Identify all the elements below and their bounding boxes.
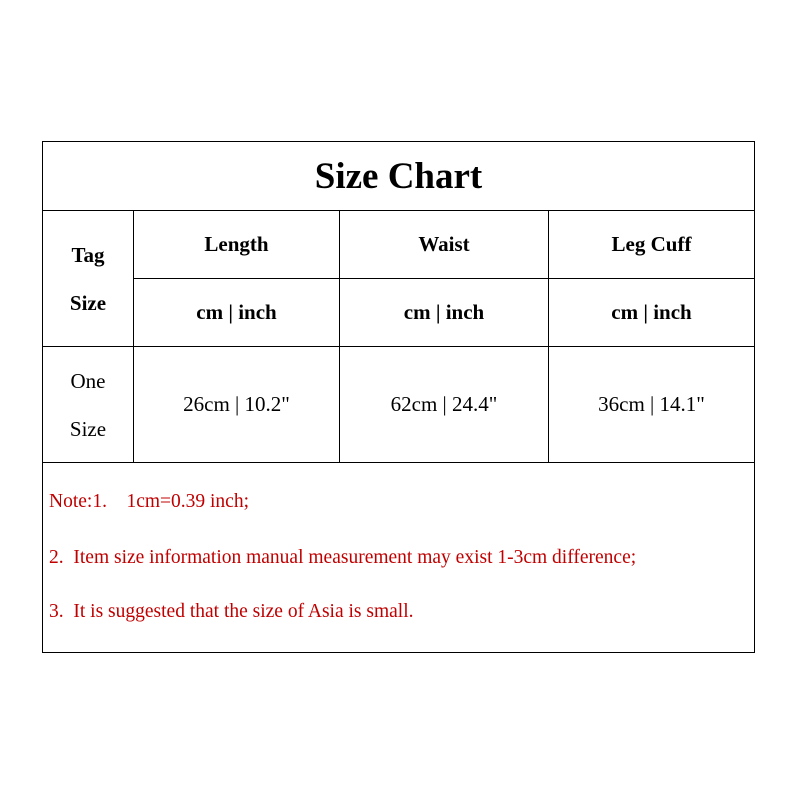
size-label-line2: Size [69,416,107,441]
notes-section [43,463,754,653]
value-length: 26cm | 10.2" [183,392,290,416]
note-line: 2. Item size information manual measurement may exist 1-3cm difference; [49,547,637,568]
note-line: 3. It is suggested that the size of Asia is small. [49,601,414,622]
tag-size-header-line2: Size [69,291,107,315]
chart-title: Size Chart [43,142,754,211]
size-label-cell [43,347,133,462]
value-waist: 62cm | 24.4" [390,392,498,416]
column-header-length: Length [204,232,269,256]
size-label-line1: One [70,368,106,393]
tag-size-header-line1: Tag [71,243,105,267]
column-header-leg-cuff: Leg Cuff [611,232,692,256]
column-header-waist: Waist [418,232,470,256]
note-line: Note:1. 1cm=0.39 inch; [49,491,250,512]
unit-header-length: cm | inch [196,300,277,324]
value-leg-cuff: 36cm | 14.1" [598,392,705,416]
tag-size-header [43,211,133,347]
unit-header-waist: cm | inch [403,300,485,324]
unit-header-leg-cuff: cm | inch [611,300,692,324]
size-chart-table [42,141,755,653]
